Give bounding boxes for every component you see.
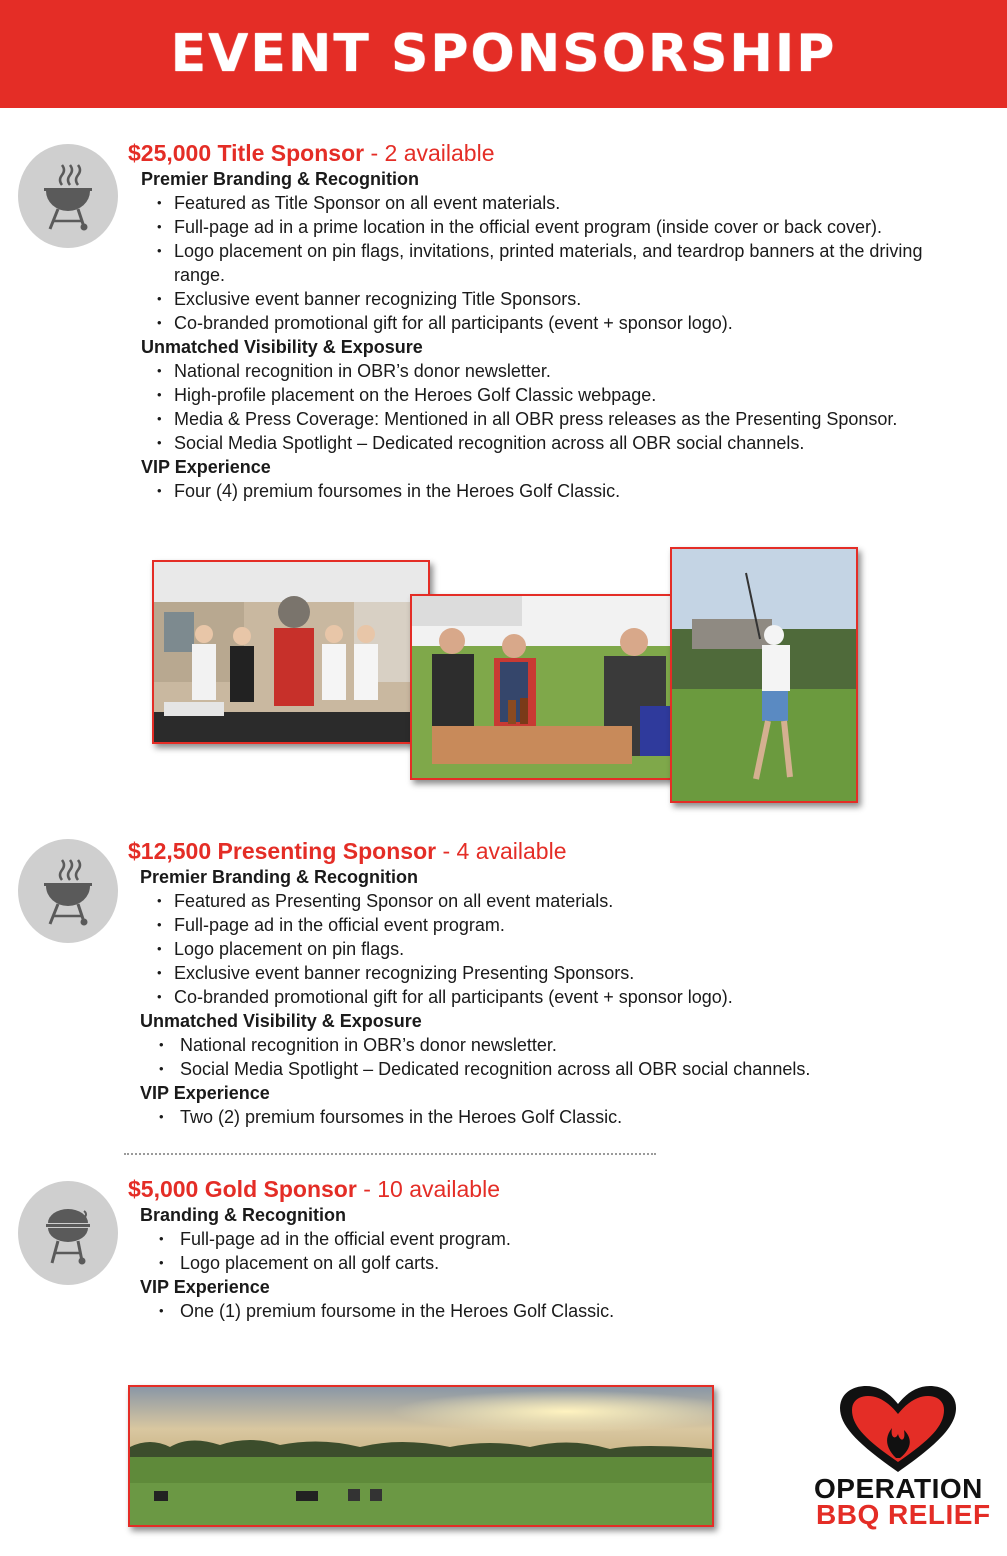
list-item: • Social Media Spotlight – Dedicated recognition across all OBR social channels.	[128, 1057, 988, 1081]
list-item: • Full-page ad in a prime location in the official event program (inside cover or back cover).	[128, 215, 988, 239]
benefit-list	[128, 1299, 988, 1323]
logo-text-operation: OPERATION	[814, 1473, 983, 1504]
list-item: • Featured as Presenting Sponsor on all event materials.	[128, 889, 988, 913]
photo-bbq-tasting-image	[412, 596, 686, 778]
group-heading: VIP Experience	[140, 1277, 270, 1297]
tier-price: $25,000 Title Sponsor	[128, 140, 365, 166]
operation-bbq-relief-logo	[814, 1384, 991, 1530]
tier-availability: - 4 available	[442, 838, 567, 864]
list-item: • Co-branded promotional gift for all participants (event + sponsor logo).	[128, 311, 988, 335]
grill-icon-svg	[40, 1201, 96, 1265]
list-item: • Social Media Spotlight – Dedicated recognition across all OBR social channels.	[128, 431, 988, 455]
benefit-list	[128, 191, 988, 335]
tier-price: $12,500 Presenting Sponsor	[128, 838, 437, 864]
list-item: • Media & Press Coverage: Mentioned in all OBR press releases as the Presenting Sponsor.	[128, 407, 988, 431]
grill-icon	[18, 839, 118, 943]
tier-title-sponsor	[128, 139, 988, 503]
group-heading: Unmatched Visibility & Exposure	[141, 337, 423, 357]
list-item: • Two (2) premium foursomes in the Heroes Golf Classic.	[128, 1105, 988, 1129]
heart-flame-icon	[838, 1384, 958, 1476]
photo-group-mascot-image	[154, 562, 428, 742]
benefit-list	[128, 479, 988, 503]
group-heading: VIP Experience	[141, 457, 271, 477]
list-item: • High-profile placement on the Heroes Golf Classic webpage.	[128, 383, 988, 407]
tier-availability: - 10 available	[363, 1176, 500, 1202]
grill-icon-svg	[40, 161, 96, 231]
list-item: • Full-page ad in the official event program.	[128, 913, 988, 937]
tier-gold-sponsor	[128, 1175, 988, 1323]
list-item: • Four (4) premium foursomes in the Heroes Golf Classic.	[128, 479, 988, 503]
list-item: • National recognition in OBR’s donor newsletter.	[128, 1033, 988, 1057]
list-item: • Featured as Title Sponsor on all event materials.	[128, 191, 988, 215]
grill-icon	[18, 144, 118, 248]
grill-icon-svg	[40, 856, 96, 926]
page-title: EVENT SPONSORSHIP	[170, 24, 837, 84]
photo-golfer-swing	[670, 547, 858, 803]
benefit-list	[128, 1105, 988, 1129]
list-item: • Full-page ad in the official event program.	[128, 1227, 988, 1251]
group-heading: Branding & Recognition	[140, 1205, 346, 1225]
tier-presenting-sponsor	[128, 837, 988, 1129]
tier-heading	[128, 837, 988, 865]
photo-group-mascot	[152, 560, 430, 744]
group-heading: Unmatched Visibility & Exposure	[140, 1011, 422, 1031]
tier-price: $5,000 Gold Sponsor	[128, 1176, 357, 1202]
list-item: • Co-branded promotional gift for all participants (event + sponsor logo).	[128, 985, 988, 1009]
section-divider	[124, 1153, 656, 1155]
tier-availability: - 2 available	[370, 140, 495, 166]
photo-golf-course-sunset-image	[130, 1387, 712, 1525]
tier-heading	[128, 1175, 988, 1203]
tier-heading	[128, 139, 988, 167]
list-item: • Logo placement on pin flags, invitations, printed materials, and teardrop banners at the driving range.	[128, 239, 964, 287]
group-heading: Premier Branding & Recognition	[140, 867, 419, 887]
group-heading: VIP Experience	[140, 1083, 270, 1103]
logo-text-bbq-relief: BBQ RELIEF	[816, 1499, 991, 1530]
group-heading: Premier Branding & Recognition	[141, 169, 420, 189]
photo-golfer-swing-image	[672, 549, 856, 801]
list-item: • Logo placement on pin flags.	[128, 937, 988, 961]
photo-golf-course-sunset	[128, 1385, 714, 1527]
benefit-list	[128, 1033, 988, 1081]
list-item: • Exclusive event banner recognizing Presenting Sponsors.	[128, 961, 988, 985]
photo-bbq-tasting	[410, 594, 688, 780]
benefit-list	[128, 1227, 988, 1275]
list-item: • National recognition in OBR’s donor newsletter.	[128, 359, 988, 383]
benefit-list	[128, 359, 988, 455]
grill-icon	[18, 1181, 118, 1285]
list-item: • Exclusive event banner recognizing Title Sponsors.	[128, 287, 988, 311]
list-item: • One (1) premium foursome in the Heroes Golf Classic.	[128, 1299, 988, 1323]
header-banner	[0, 0, 1007, 108]
benefit-list	[128, 889, 988, 1009]
list-item: • Logo placement on all golf carts.	[128, 1251, 988, 1275]
